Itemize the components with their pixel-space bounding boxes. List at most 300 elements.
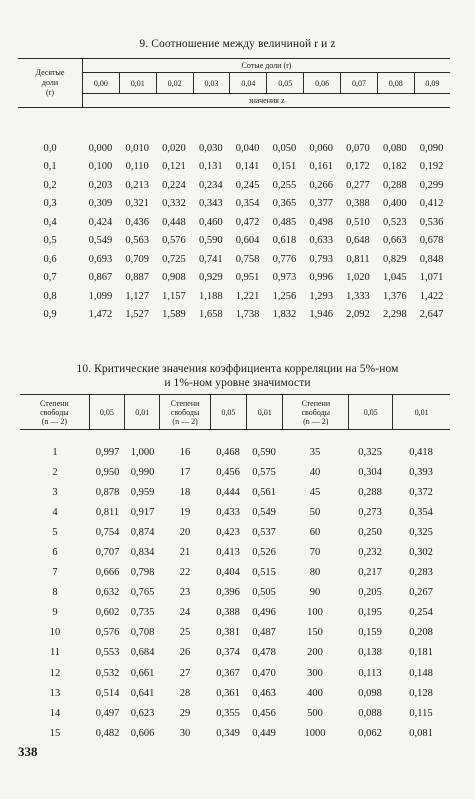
table-cell: 0,182 <box>382 161 407 173</box>
row-label: 0,3 <box>43 198 57 210</box>
table-cell: 80 <box>309 567 321 579</box>
table-cell: 0,232 <box>358 547 382 559</box>
df-header <box>20 395 89 430</box>
table-cell: 0,959 <box>130 486 155 498</box>
table-cell: 7 <box>52 567 58 579</box>
column-header: 0,05 <box>267 73 304 94</box>
table-cell: 0,128 <box>409 687 433 699</box>
row-label: 0,5 <box>43 235 57 247</box>
column-header: 0,09 <box>414 73 450 94</box>
row-label: 0,2 <box>43 179 57 191</box>
table-cell: 20 <box>179 526 191 538</box>
table-cell: 0,234 <box>198 179 223 191</box>
df-header <box>283 395 349 430</box>
table-row <box>20 623 450 643</box>
table-cell: 40 <box>309 466 321 478</box>
table-cell: 0,725 <box>162 253 186 265</box>
table10-body <box>20 442 450 743</box>
table-cell: 0,418 <box>409 446 433 458</box>
table-cell: 14 <box>49 707 61 719</box>
table-cell: 0,510 <box>346 216 370 228</box>
column-header: 0,02 <box>156 73 193 94</box>
table-cell: 1,071 <box>419 272 444 284</box>
values-label: значения z <box>83 94 451 108</box>
table-cell: 300 <box>307 667 323 679</box>
table-cell: 6 <box>52 547 58 559</box>
table-cell: 1,020 <box>346 272 370 284</box>
table-row <box>20 723 450 743</box>
table-cell: 0,388 <box>346 198 370 210</box>
table-cell: 0,623 <box>130 707 155 719</box>
table-cell: 0,709 <box>125 253 149 265</box>
column-header: 0,00 <box>83 73 120 94</box>
row-label: 0,9 <box>43 309 57 321</box>
table-cell: 0,266 <box>309 179 333 191</box>
table-cell: 24 <box>179 607 191 619</box>
table-cell: 0,470 <box>252 667 276 679</box>
table-cell: 0,372 <box>409 486 433 498</box>
table-row <box>20 643 450 663</box>
table-cell: 0,224 <box>162 179 186 191</box>
table-cell: 1,333 <box>346 290 370 302</box>
table9-title: 9. Соотношение между величиной r и z <box>139 38 336 50</box>
table-row <box>20 603 450 623</box>
table-cell: 0,288 <box>382 179 407 191</box>
table-cell: 0,355 <box>216 707 240 719</box>
table-cell: 0,267 <box>409 587 433 599</box>
table-cell: 0,192 <box>419 161 444 173</box>
table-cell: 0,997 <box>95 446 120 458</box>
table-cell: 100 <box>307 607 323 619</box>
table-cell: 0,505 <box>252 587 276 599</box>
table-cell: 0,878 <box>95 486 120 498</box>
table-cell: 0,181 <box>409 647 433 659</box>
table-row <box>18 306 450 325</box>
table-row <box>20 703 450 723</box>
table-row <box>20 522 450 542</box>
table-cell: 0,590 <box>198 235 223 247</box>
table-cell: 0,040 <box>235 142 260 154</box>
table-cell: 0,908 <box>162 272 186 284</box>
row-label: 0,4 <box>43 216 57 228</box>
table-cell: 0,575 <box>252 466 276 478</box>
table-cell: 0,950 <box>95 466 120 478</box>
table-cell: 0,121 <box>162 161 186 173</box>
table-cell: 0,693 <box>88 253 113 265</box>
table-cell: 0,514 <box>95 687 120 699</box>
table-row <box>20 482 450 502</box>
table-cell: 0,549 <box>88 235 113 247</box>
table-cell: 1,658 <box>198 309 223 321</box>
table-cell: 1,472 <box>88 309 113 321</box>
table-cell: 0,867 <box>88 272 113 284</box>
table-cell: 0,343 <box>198 198 223 210</box>
table-cell: 0,354 <box>235 198 260 210</box>
table-cell: 0,848 <box>419 253 444 265</box>
table-cell: 0,708 <box>130 627 155 639</box>
rowhead-line: (r) <box>46 88 54 97</box>
table-cell: 21 <box>179 547 191 559</box>
column-header: 0,03 <box>193 73 230 94</box>
table-cell: 2,647 <box>419 309 444 321</box>
table-cell: 0,648 <box>346 235 370 247</box>
table-cell: 0,138 <box>358 647 382 659</box>
table-cell: 0,090 <box>419 142 444 154</box>
table-cell: 0,468 <box>216 446 240 458</box>
table-cell: 0,060 <box>309 142 333 154</box>
table-cell: 1,157 <box>162 290 186 302</box>
table-cell: 0,973 <box>272 272 297 284</box>
table-cell: 0,113 <box>358 667 382 679</box>
table-cell: 0,010 <box>125 142 149 154</box>
table-cell: 0,456 <box>252 707 276 719</box>
table-row <box>20 683 450 703</box>
table-cell: 0,151 <box>272 161 297 173</box>
table-cell: 0,400 <box>382 198 407 210</box>
table-cell: 0,561 <box>252 486 276 498</box>
page-number: 338 <box>18 744 38 759</box>
table-cell: 2 <box>52 466 58 478</box>
table-row <box>18 287 450 306</box>
table-cell: 0,213 <box>125 179 149 191</box>
table-cell: 12 <box>49 667 61 679</box>
table-cell: 0,553 <box>95 647 120 659</box>
table-cell: 0,576 <box>162 235 186 247</box>
table-cell: 0,707 <box>95 547 120 559</box>
df-header-line: свободы <box>40 407 69 417</box>
table-cell: 1,589 <box>162 309 186 321</box>
table-cell: 0,996 <box>309 272 333 284</box>
table-cell: 0,288 <box>358 486 382 498</box>
table-cell: 3 <box>52 486 58 498</box>
rowhead-line: Десятые <box>35 68 65 77</box>
table-cell: 0,208 <box>409 627 433 639</box>
table-cell: 0,456 <box>216 466 240 478</box>
table-cell: 0,498 <box>309 216 333 228</box>
table-cell: 0,678 <box>419 235 444 247</box>
table-cell: 0,131 <box>198 161 223 173</box>
table-cell: 0,159 <box>358 627 382 639</box>
table-cell: 0,361 <box>216 687 240 699</box>
table-cell: 0,633 <box>309 235 333 247</box>
table-cell: 0,684 <box>130 647 155 659</box>
significance-header: 0,01 <box>393 395 450 430</box>
table-cell: 0,537 <box>252 526 276 538</box>
table-cell: 0,798 <box>130 567 155 579</box>
table-row <box>18 232 450 251</box>
table-cell: 0,217 <box>358 567 382 579</box>
table-cell: 0,115 <box>409 707 433 719</box>
table-cell: 1,188 <box>198 290 223 302</box>
table-row <box>18 269 450 288</box>
table-cell: 0,433 <box>216 506 240 518</box>
column-header: 0,01 <box>119 73 156 94</box>
table-row <box>20 442 450 462</box>
table-cell: 0,020 <box>162 142 186 154</box>
table-cell: 1,221 <box>235 290 260 302</box>
table-cell: 0,526 <box>252 547 276 559</box>
table-cell: 0,100 <box>88 161 113 173</box>
df-header-line: Степени <box>170 398 200 408</box>
table-cell: 0,381 <box>216 627 240 639</box>
row-label: 0,1 <box>43 161 57 173</box>
table-cell: 1000 <box>304 727 326 739</box>
table-row <box>20 542 450 562</box>
table-cell: 500 <box>307 707 323 719</box>
table-cell: 0,325 <box>409 526 433 538</box>
table-cell: 22 <box>179 567 191 579</box>
column-header: 0,06 <box>304 73 341 94</box>
table9-body <box>18 139 450 324</box>
df-header-line: свободы <box>301 407 331 417</box>
table-cell: 0,887 <box>125 272 149 284</box>
table-cell: 0,618 <box>272 235 297 247</box>
table-cell: 9 <box>52 607 58 619</box>
table-cell: 200 <box>307 647 323 659</box>
table-cell: 0,255 <box>272 179 297 191</box>
table-cell: 0,141 <box>235 161 260 173</box>
significance-header: 0,05 <box>210 395 246 430</box>
significance-header: 0,05 <box>349 395 393 430</box>
table-cell: 0,448 <box>162 216 186 228</box>
table-cell: 0,497 <box>95 707 120 719</box>
row-label: 0,0 <box>43 142 57 154</box>
table-cell: 0,811 <box>346 253 370 265</box>
table-cell: 0,161 <box>309 161 333 173</box>
table-cell: 1,376 <box>382 290 407 302</box>
table-cell: 1,946 <box>309 309 333 321</box>
table-cell: 0,062 <box>358 727 382 739</box>
table-row <box>18 250 450 269</box>
table-cell: 35 <box>309 446 321 458</box>
table-cell: 28 <box>179 687 191 699</box>
table-cell: 5 <box>52 526 58 538</box>
table-cell: 10 <box>49 627 61 639</box>
table-cell: 0,424 <box>88 216 113 228</box>
table-cell: 0,829 <box>382 253 407 265</box>
table-cell: 0,666 <box>95 567 120 579</box>
significance-header: 0,05 <box>89 395 124 430</box>
table-cell: 18 <box>179 486 191 498</box>
table-cell: 17 <box>179 466 191 478</box>
table-row <box>20 462 450 482</box>
column-header: 0,08 <box>377 73 414 94</box>
table-cell: 0,098 <box>358 687 382 699</box>
df-header-line: свободы <box>170 407 200 417</box>
table-cell: 0,423 <box>216 526 240 538</box>
table-row <box>18 176 450 195</box>
table-cell: 0,741 <box>198 253 223 265</box>
table-cell: 0,377 <box>309 198 333 210</box>
table-cell: 0,929 <box>198 272 223 284</box>
table-cell: 0,070 <box>346 142 370 154</box>
table-cell: 0,203 <box>88 179 113 191</box>
table-cell: 0,758 <box>235 253 260 265</box>
df-header-line: Степени <box>40 398 69 408</box>
table-row <box>18 139 450 158</box>
table-cell: 0,388 <box>216 607 240 619</box>
table-cell: 0,349 <box>216 727 240 739</box>
table-cell: 0,663 <box>382 235 407 247</box>
table-cell: 15 <box>49 727 61 739</box>
significance-header: 0,01 <box>125 395 160 430</box>
table-cell: 0,990 <box>130 466 155 478</box>
table-row <box>18 213 450 232</box>
table-cell: 0,412 <box>419 198 444 210</box>
table-cell: 0,195 <box>358 607 382 619</box>
table-cell: 0,325 <box>358 446 382 458</box>
table10-title-line2: и 1%-ном уровне значимости <box>164 377 311 389</box>
table-cell: 0,532 <box>95 667 120 679</box>
table-cell: 0,765 <box>130 587 155 599</box>
table-cell: 0,309 <box>88 198 113 210</box>
table-cell: 0,487 <box>252 627 276 639</box>
row-label: 0,6 <box>43 253 57 265</box>
table-cell: 0,332 <box>162 198 186 210</box>
table-cell: 0,367 <box>216 667 240 679</box>
table-cell: 16 <box>179 446 191 458</box>
table-cell: 0,641 <box>130 687 155 699</box>
significance-header: 0,01 <box>247 395 283 430</box>
table-cell: 0,563 <box>125 235 149 247</box>
table-cell: 0,304 <box>358 466 382 478</box>
table-cell: 25 <box>179 627 191 639</box>
table-cell: 0,951 <box>235 272 260 284</box>
df-header-line: (n — 2) <box>41 416 68 426</box>
table-cell: 0,396 <box>216 587 240 599</box>
table-cell: 0,793 <box>309 253 333 265</box>
table-row <box>18 158 450 177</box>
column-header: 0,04 <box>230 73 267 94</box>
table-cell: 0,496 <box>252 607 276 619</box>
table-cell: 0,776 <box>272 253 297 265</box>
rowhead-line: доли <box>41 78 59 87</box>
table-cell: 0,321 <box>125 198 149 210</box>
table-cell: 0,393 <box>409 466 433 478</box>
table10-title-line1: 10. Критические значения коэффициента корреляции на 5%-ном <box>76 363 399 375</box>
table-cell: 29 <box>179 707 191 719</box>
table-cell: 11 <box>49 647 61 659</box>
table-cell: 0,250 <box>358 526 382 538</box>
table-cell: 0,050 <box>272 142 297 154</box>
table-cell: 1,099 <box>88 290 113 302</box>
df-header-line: (n — 2) <box>172 416 198 426</box>
table-cell: 50 <box>309 506 321 518</box>
table-row <box>20 583 450 603</box>
table-cell: 0,602 <box>95 607 120 619</box>
table-cell: 0,549 <box>252 506 276 518</box>
table-cell: 0,354 <box>409 506 433 518</box>
table-cell: 0,604 <box>235 235 260 247</box>
table-cell: 0,485 <box>272 216 297 228</box>
table-cell: 8 <box>52 587 58 599</box>
table-cell: 19 <box>179 506 191 518</box>
table-cell: 1,422 <box>419 290 444 302</box>
table-cell: 0,478 <box>252 647 276 659</box>
table-cell: 30 <box>179 727 191 739</box>
table-cell: 0,374 <box>216 647 240 659</box>
table-cell: 1,293 <box>309 290 333 302</box>
df-header <box>160 395 210 430</box>
table9-header <box>18 58 450 108</box>
table-cell: 0,030 <box>198 142 223 154</box>
table-cell: 0,472 <box>235 216 260 228</box>
table-cell: 0,449 <box>252 727 276 739</box>
table-cell: 400 <box>307 687 323 699</box>
table-cell: 0,460 <box>198 216 223 228</box>
table-cell: 0,254 <box>409 607 433 619</box>
table-row <box>18 195 450 214</box>
table-cell: 0,404 <box>216 567 240 579</box>
table-row <box>20 502 450 522</box>
table9-rowhead <box>18 59 83 108</box>
table-cell: 0,172 <box>346 161 370 173</box>
table-cell: 23 <box>179 587 191 599</box>
table-cell: 70 <box>309 547 321 559</box>
df-header-line: (n — 2) <box>303 416 329 426</box>
table-row <box>20 563 450 583</box>
table-cell: 0,444 <box>216 486 240 498</box>
table-cell: 0,874 <box>130 526 155 538</box>
table-cell: 0,273 <box>358 506 382 518</box>
row-label: 0,7 <box>43 272 57 284</box>
table-cell: 0,606 <box>130 727 155 739</box>
table-cell: 1,256 <box>272 290 297 302</box>
table-cell: 0,590 <box>252 446 276 458</box>
table-cell: 0,482 <box>95 727 120 739</box>
table-cell: 0,413 <box>216 547 240 559</box>
table-cell: 0,436 <box>125 216 149 228</box>
df-header-line: Степени <box>301 398 331 408</box>
row-label: 0,8 <box>43 290 57 302</box>
table-cell: 0,205 <box>358 587 382 599</box>
table-cell: 27 <box>179 667 191 679</box>
table-cell: 0,245 <box>235 179 260 191</box>
table-cell: 1 <box>52 446 58 458</box>
table-cell: 1,738 <box>235 309 260 321</box>
table-cell: 0,917 <box>130 506 155 518</box>
table-cell: 0,576 <box>95 627 120 639</box>
table-cell: 2,298 <box>382 309 407 321</box>
table-cell: 0,299 <box>419 179 444 191</box>
table-cell: 60 <box>309 526 321 538</box>
table-cell: 0,283 <box>409 567 433 579</box>
table-cell: 0,088 <box>358 707 382 719</box>
table-cell: 1,045 <box>382 272 407 284</box>
table-cell: 1,527 <box>125 309 149 321</box>
table-cell: 90 <box>309 587 321 599</box>
table-row <box>20 663 450 683</box>
table-cell: 0,110 <box>125 161 149 173</box>
table-cell: 0,632 <box>95 587 120 599</box>
table-cell: 0,365 <box>272 198 297 210</box>
table-cell: 0,754 <box>95 526 120 538</box>
table-cell: 0,277 <box>346 179 370 191</box>
table-cell: 0,536 <box>419 216 444 228</box>
table-cell: 1,000 <box>130 446 155 458</box>
table-cell: 13 <box>49 687 61 699</box>
hundredths-label: Сотые доли (r) <box>83 59 451 73</box>
table-cell: 0,148 <box>409 667 433 679</box>
table-cell: 4 <box>52 506 58 518</box>
table-cell: 0,302 <box>409 547 433 559</box>
table10-header <box>20 394 450 430</box>
table-cell: 45 <box>309 486 321 498</box>
table-cell: 0,834 <box>130 547 155 559</box>
table-cell: 150 <box>307 627 323 639</box>
table-cell: 0,735 <box>130 607 155 619</box>
table-cell: 0,661 <box>130 667 155 679</box>
